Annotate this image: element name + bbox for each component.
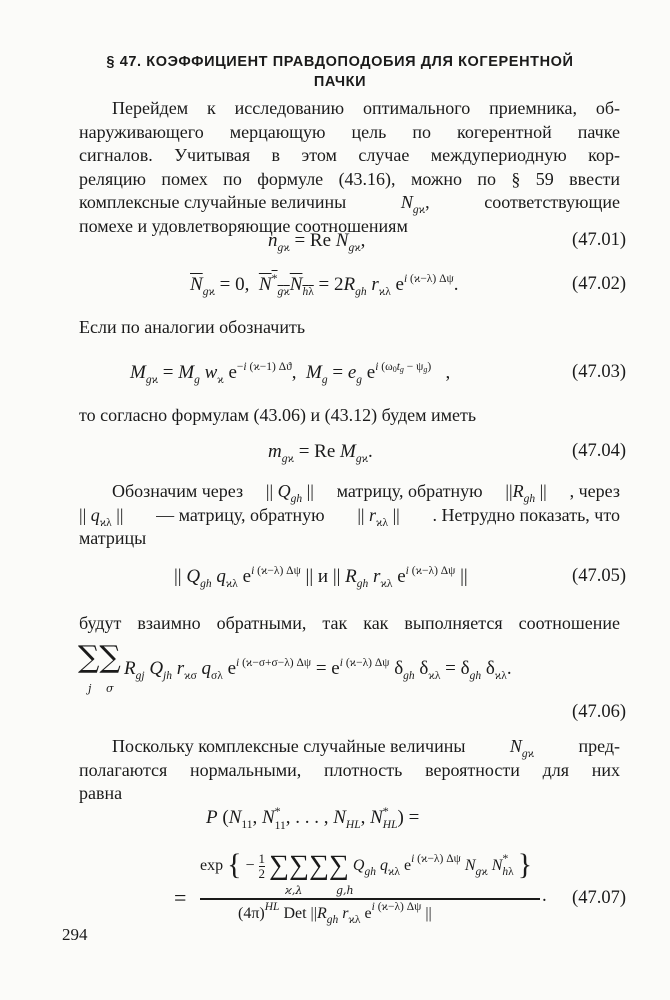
text-line [79,480,620,504]
equation-47-03: $M_{gϰ} = M_g$ $w_ϰ$ $e^{-i (ϰ-1) \Delta ϑ}$, $M_g = e_g$ $e^{i (\omega_0t_g - \psi_g)}$ , [130,361,451,386]
period: . [542,885,547,906]
text-line: реляцию помех по формуле (43.16), можно по § 59 ввести [79,168,620,189]
equation-47-07-numerator: exp { − $\frac{1}{2}$ ∑∑∑∑ $Q_{gh}$ $q_{ϰ\lambda}$ $e^{i (ϰ-\lambda) \Delta\psi}$ $N_{gϰ}$ $N^*_{h\lambda}$ } [200,848,533,882]
paragraph-intro [79,97,620,238]
math-inline: || $Q_{gh}$ || [265,481,314,505]
equation-47-07-lhs: P ($N_{11}$, $N^*_{11}$, . . . , $N_{HL}$, $N^*_{HL}$) = [206,804,420,832]
text-line: сигналов. Учитывая в этом случае междупериодную кор- [79,145,620,165]
equation-number: (47.02) [572,274,626,294]
text-line: матрицы [79,528,147,548]
math-inline: $||R_{gh}$ || [505,481,547,505]
text-line: равна [79,783,123,803]
section-heading-line2: ПАЧКИ [313,74,367,90]
equation-number: (47.04) [572,441,626,461]
paragraph-inverse [79,612,620,636]
text-line: полагаются нормальными, плотность вероятности для них [79,759,620,780]
equation-number: (47.01) [572,230,626,250]
text-fragment: Поскольку комплексные случайные величины [112,736,466,756]
text-fragment: — матрицу, обратную [156,504,325,525]
math-inline: || $r_{ϰ\lambda}$ || [357,504,400,529]
math-inline: $N_{gϰ}$ [509,736,535,760]
text-fragment: матрицу, обратную [336,481,483,501]
equation-47-07-denominator: $(4\pi)^{HL}$ Det $||R_{gh}$ $r_{ϰ\lambda}$ $e^{i (ϰ-\lambda) \Delta\psi}$ || [238,901,432,926]
sum-symbol: ∑∑ [78,640,121,675]
text-fragment: , через [569,481,620,501]
equation-47-05: || $Q_{gh}$ $q_{ϰ\lambda}$ $e^{i (ϰ-\lambda) \Delta\psi}$ || и || $R_{gh}$ $r_{ϰ\lambda}$ $e^{i (ϰ-\lambda) \Delta\psi}$ || [174,565,468,590]
equation-47-01: $n_{gϰ} = Re$ $N_{gϰ}$, [268,230,366,254]
text-line: Если по аналогии обозначить [79,317,306,337]
equation-number: (47.06) [572,702,626,722]
text-fragment: комплексные случайные величины [79,192,347,212]
text-line: Перейдем к исследованию оптимального приемника, об- [112,98,620,118]
paragraph-analogy [79,316,620,340]
sum-index: g,h [336,884,354,897]
paragraph-formulas [79,404,620,428]
equation-number: (47.07) [572,888,626,908]
equation-number: (47.05) [572,566,626,586]
sum-index: ϰ,λ [285,884,303,897]
text-line [79,735,620,759]
text-line: помехе и удовлетворяющие соотношениям [79,215,408,236]
text-line [79,191,620,215]
math-inline: || $q_{ϰ\lambda}$ || [79,504,124,529]
equation-number: (47.03) [572,362,626,382]
sum-index: j [88,682,92,695]
text-line: будут взаимно обратными, так как выполняется соотношение [79,613,620,633]
text-fragment: пред- [578,736,620,756]
section-heading [60,52,620,92]
text-fragment: соответствующие [484,192,620,212]
equation-47-04: $m_{gϰ} = Re$ $M_{gϰ}$. [268,441,373,465]
paragraph-matrices [79,480,620,551]
sum-index: σ [106,682,114,695]
equation-47-02: $\overline{N}_{gϰ} = 0$, $N^*_{gϰ}N_{h\lambda} = 2R_{gh}$ $r_{ϰ\lambda}$ $e^{i (ϰ-\lambda) \Delta\psi}$. [190,271,459,298]
text-fragment: Обозначим через [112,481,244,501]
equals-sign: = [174,885,187,910]
math-inline: $N_{gϰ}$, [400,192,430,216]
text-fragment: . Нетрудно показать, что [432,504,620,525]
section-heading-line1: § 47. КОЭФФИЦИЕНТ ПРАВДОПОДОБИЯ ДЛЯ КОГЕРЕНТНОЙ [106,54,574,70]
fraction-bar [200,898,540,900]
conjunction-text: и [317,566,329,587]
text-line: то согласно формулам (43.06) и (43.12) будем иметь [79,405,477,425]
equation-47-06: $R_{gj}$ $Q_{jh}$ $r_{ϰ\sigma}$ $q_{\sigma\lambda}$ $e^{i (ϰ-\sigma+\sigma-\lambda) \Delta\psi} = e^{i (ϰ-\lambda) \Delta\psi}$ $\delta_{gh}$ $\delta_{ϰ\lambda} = \delta_{gh}$ $\delta_{ϰ\lambda}$. [124,657,512,682]
text-line [79,504,620,528]
text-line: наруживающего мерцающую цель по когерентной пачке [79,121,620,142]
paragraph-density [79,735,620,806]
page-number: 294 [62,925,88,944]
